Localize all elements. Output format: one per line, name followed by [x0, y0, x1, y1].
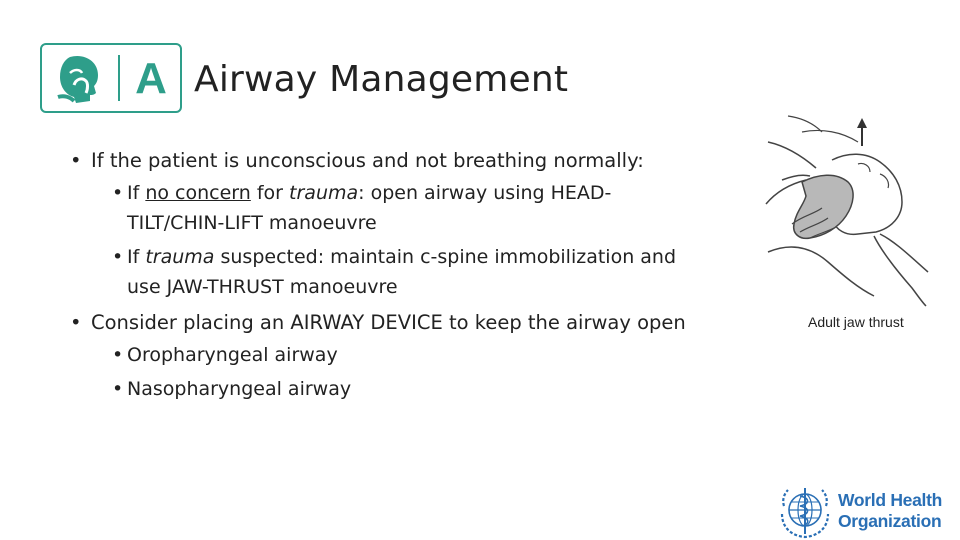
sub-bullet-item — [112, 242, 750, 302]
slide-title: Airway Management — [194, 59, 569, 100]
text-run: trauma — [145, 246, 215, 268]
text-run: Oropharyngeal airway — [127, 344, 338, 366]
who-logo — [776, 484, 952, 540]
sub-bullet-item — [112, 340, 750, 370]
sub-bullet-item — [112, 178, 750, 238]
text-run: If — [127, 246, 146, 268]
text-run: trauma — [289, 182, 359, 204]
sub-bullet-item — [112, 374, 750, 404]
bullet-dot: • — [112, 344, 124, 366]
text-run: no concern — [145, 182, 251, 204]
sub-bullet-continuation: use JAW-THRUST manoeuvre — [127, 276, 398, 298]
who-emblem-icon — [776, 484, 834, 540]
bullet-item — [70, 146, 750, 302]
bullet-dot: • — [70, 311, 82, 334]
text-run: suspected: maintain c-spine immobilization and — [214, 246, 677, 268]
text-run: for — [250, 182, 290, 204]
sub-bullet-list — [91, 340, 750, 404]
who-name — [838, 490, 958, 532]
sub-bullet-continuation: TILT/CHIN-LIFT manoeuvre — [127, 212, 377, 234]
bullet-dot: • — [112, 378, 124, 400]
head-airway-icon — [50, 51, 110, 107]
badge-letter: A — [135, 54, 167, 103]
jaw-thrust-illustration — [762, 112, 930, 308]
text-run: : open airway using HEAD- — [358, 182, 612, 204]
badge-divider — [118, 55, 120, 101]
sub-bullet-text — [127, 340, 750, 370]
sub-bullet-list — [91, 178, 750, 302]
bullet-dot: • — [112, 246, 124, 268]
text-run: Nasopharyngeal airway — [127, 378, 352, 400]
sub-bullet-text — [127, 374, 750, 404]
text-run: If — [127, 182, 146, 204]
bullet-item — [70, 308, 750, 404]
who-name-line2: Organization — [838, 511, 942, 531]
bullet-dot: • — [112, 182, 124, 204]
section-badge — [40, 43, 182, 113]
who-name-line1: World Health — [838, 490, 942, 510]
bullet-text: If the patient is unconscious and not breathing normally: — [91, 149, 644, 172]
bullet-dot: • — [70, 149, 82, 172]
bullet-text: Consider placing an AIRWAY DEVICE to keep the airway open — [91, 311, 686, 334]
illustration-caption: Adult jaw thrust — [808, 314, 904, 330]
bullet-list — [70, 146, 750, 410]
sub-bullet-text — [127, 178, 750, 208]
sub-bullet-text — [127, 242, 750, 272]
